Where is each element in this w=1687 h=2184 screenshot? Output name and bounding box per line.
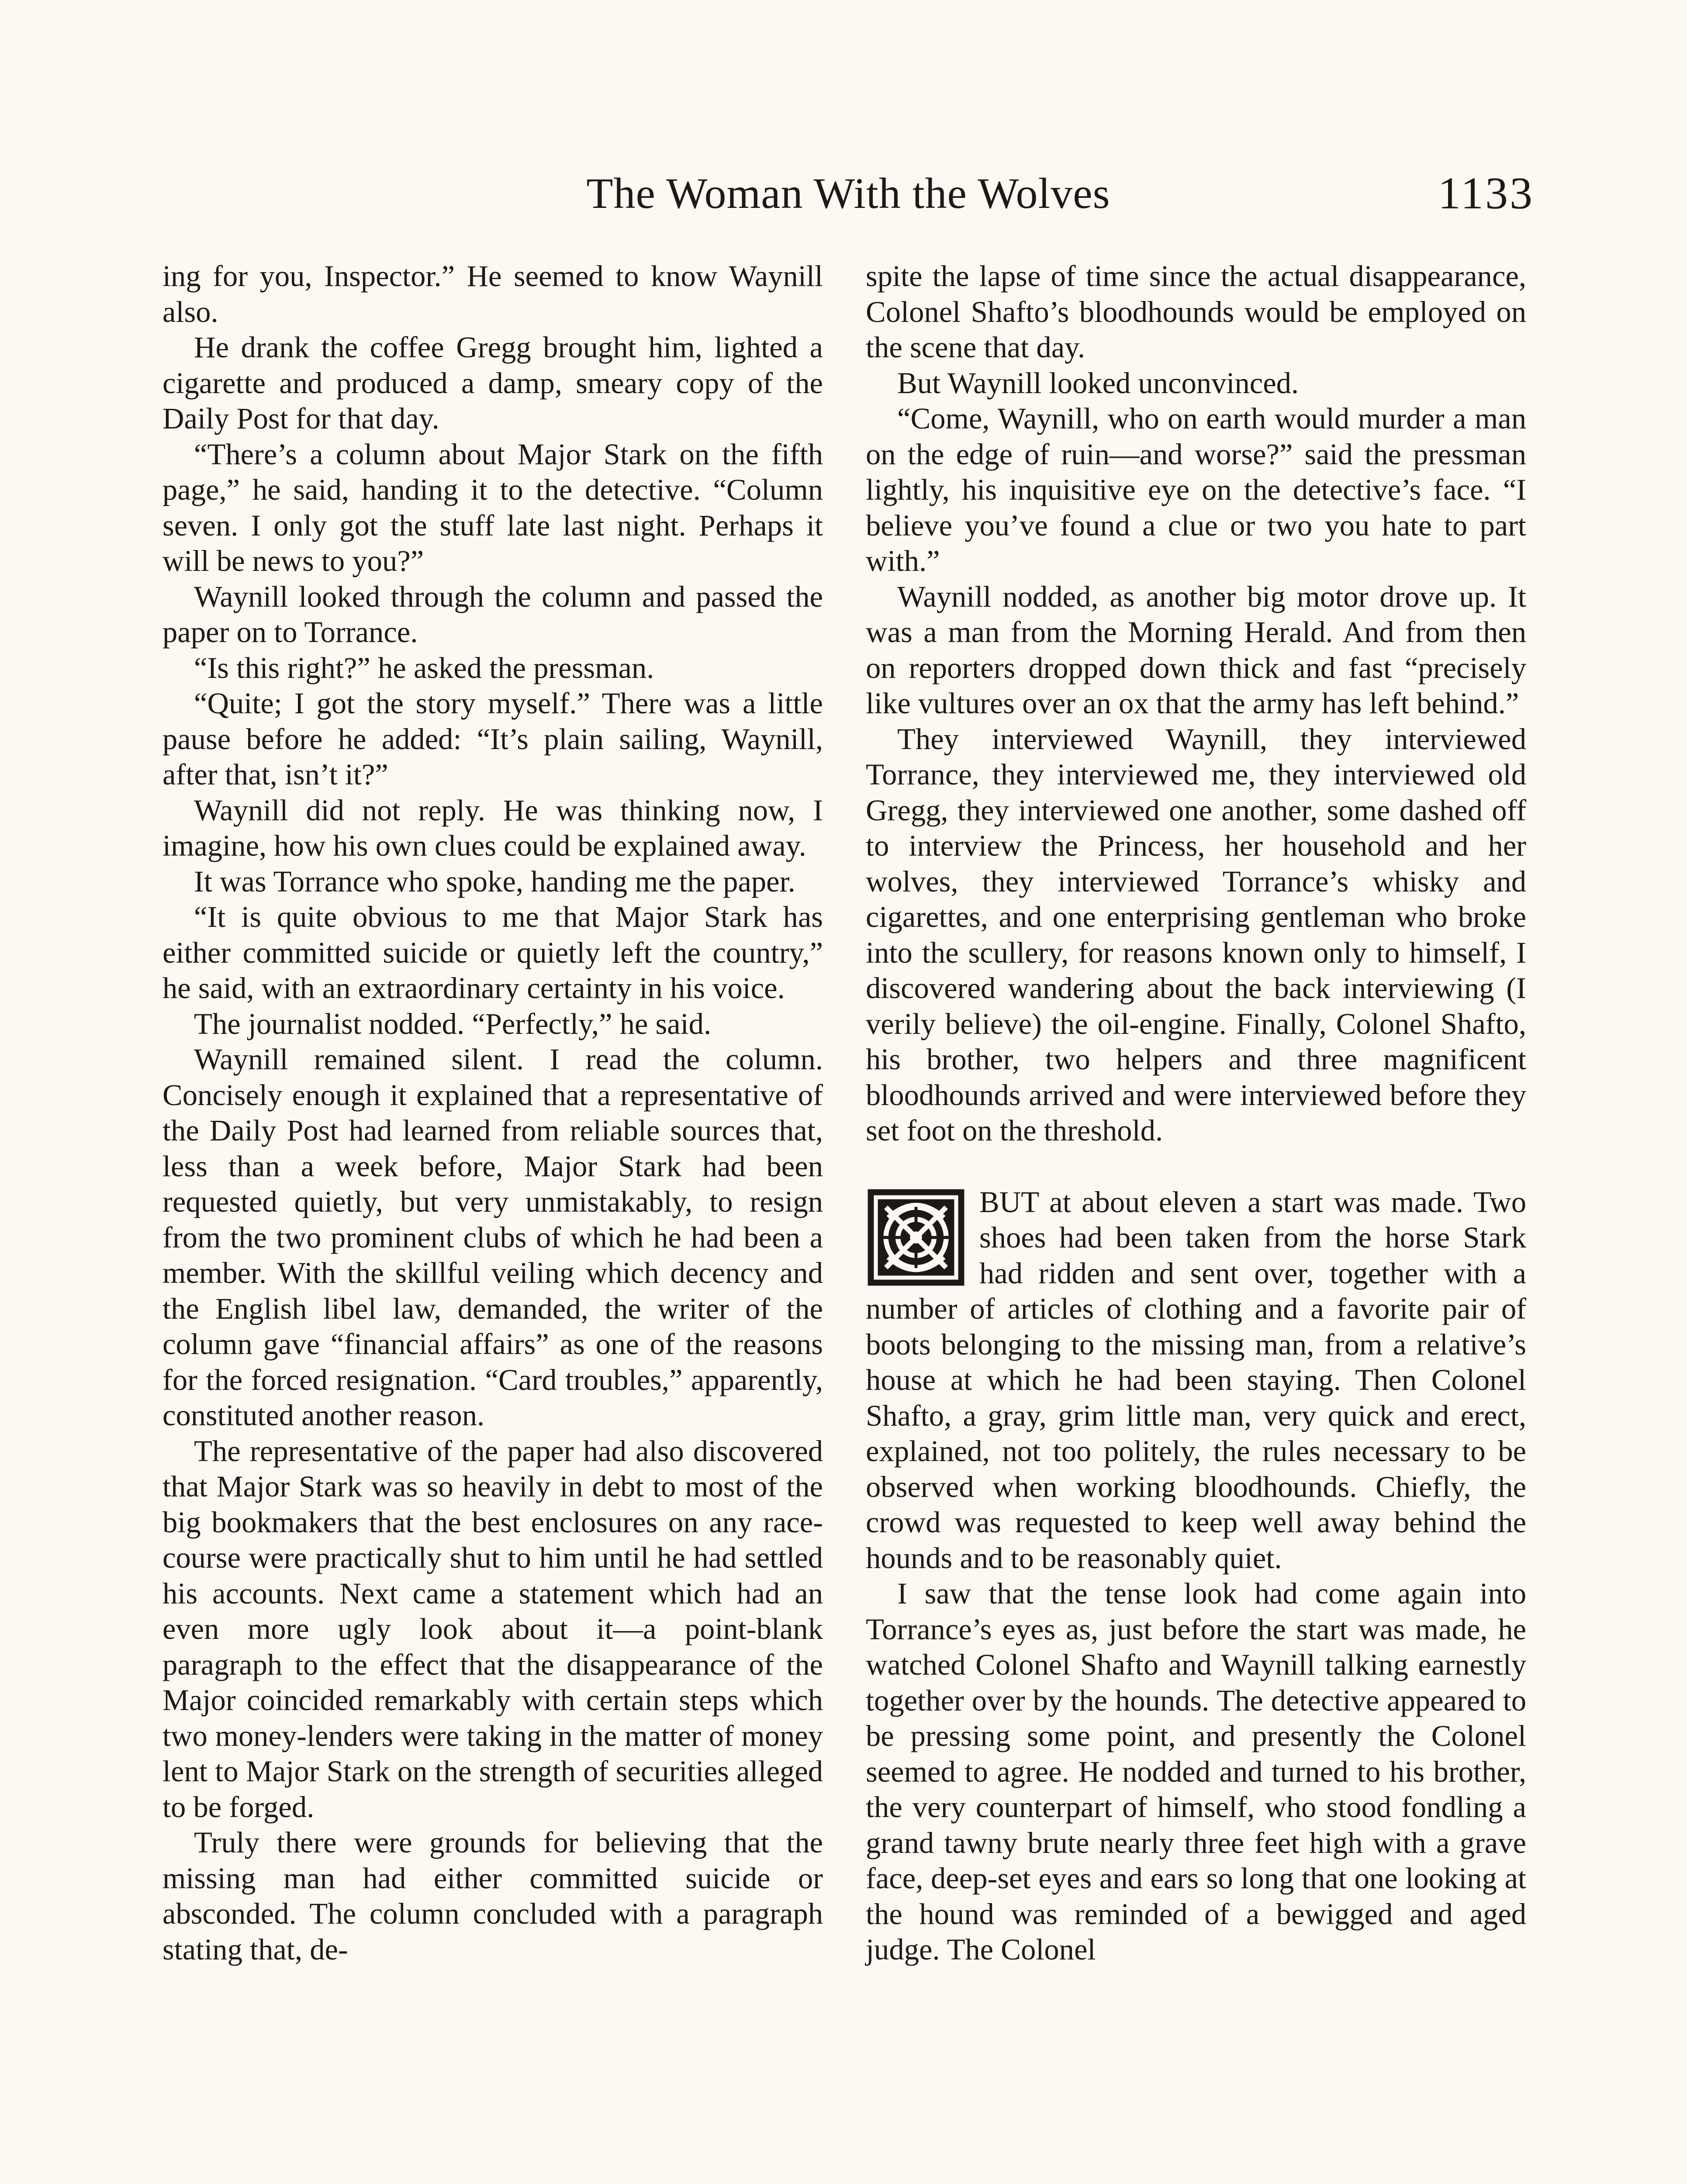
paragraph: I saw that the tense look had come again into Torrance’s eyes as, just before the start was made, he watched Colonel Shafto and Waynill talking earnestly together over by the hounds. The detective appeared to be pressing some point, and presently the Colonel seemed to agree. He nodded and turned to his brother, the very counterpart of himself, who stood fondling a grand tawny brute nearly three feet high with a grave face, deep-set eyes and ears so long that one looking at the hound was reminded of a bewigged and aged judge. The Colonel — [866, 1577, 1526, 1966]
paragraph: Waynill remained silent. I read the column. Concisely enough it explained that a representative of the Daily Post had learned from reliable sources that, less than a week before, Major Stark had been requested quietly, but very unmistakably, to resign from the two prominent clubs of which he had been a member. With the skillful veiling which decency and the English libel law, demanded, the writer of the column gave “financial affairs” as one of the reasons for the forced resignation. “Card troubles,” apparently, constituted another reason. — [162, 1043, 823, 1432]
paragraph: But Waynill looked unconvinced. — [897, 366, 1299, 400]
right-column — [866, 259, 1526, 1968]
paragraph: “There’s a column about Major Stark on the fifth page,” he said, handing it to the detective. “Column seven. I only got the stuff late last night. Perhaps it will be news to you?” — [162, 437, 823, 577]
paragraph: They interviewed Waynill, they interviewed Torrance, they interviewed me, they interviewed old Gregg, they interviewed one another, some dashed off to interview the Princess, her household and her wolves, they interviewed Torrance’s whisky and cigarettes, and one enterprising gentleman who broke into the scullery, for reasons known only to himself, I discovered wandering about the back interviewing (I verily believe) the oil-engine. Finally, Colonel Shafto, his brother, two helpers and three magnificent bloodhounds arrived and were interviewed before they set foot on the threshold. — [866, 722, 1526, 1147]
paragraph: The journalist nodded. “Perfectly,” he said. — [194, 1007, 712, 1040]
paragraph: “It is quite obvious to me that Major Stark has either committed suicide or quietly left the country,” he said, with an extraordinary certainty in his voice. — [162, 900, 823, 1005]
celtic-knot-ornament-icon — [866, 1187, 966, 1288]
page-number: 1133 — [1438, 168, 1534, 218]
paragraph: He drank the coffee Gregg brought him, lighted a cigarette and produced a damp, smeary copy of the Daily Post for that day. — [162, 331, 823, 435]
paragraph: It was Torrance who spoke, handing me the paper. — [194, 864, 795, 898]
paragraph: ing for you, Inspector.” He seemed to know Waynill also. — [162, 259, 823, 328]
page-header — [162, 169, 1534, 222]
paragraph: “Quite; I got the story myself.” There was a little pause before he added: “It’s plain sailing, Waynill, after that, isn’t it?” — [162, 687, 823, 791]
paragraph: Waynill looked through the column and passed the paper on to Torrance. — [162, 580, 823, 649]
paragraph: The representative of the paper had also discovered that Major Stark was so heavily in debt to most of the big bookmakers that the best enclosures on any race-course were practically shut to him until he had settled his accounts. Next came a statement which had an even more ugly look about it—a point-blank paragraph to the effect that the disappearance of the Major coincided remarkably with certain steps which two money-lenders were taking in the matter of money lent to Major Stark on the strength of securities alleged to be forged. — [162, 1434, 823, 1824]
paragraph: Truly there were grounds for believing that the missing man had either committed suicide or absconded. The column concluded with a paragraph stating that, de- — [162, 1826, 823, 1966]
paragraph: spite the lapse of time since the actual disappearance, Colonel Shafto’s bloodhounds would be employed on the scene that day. — [866, 259, 1526, 364]
left-column — [162, 259, 823, 1967]
running-title: The Woman With the Wolves — [586, 169, 1110, 218]
section-break — [866, 1149, 1526, 1185]
paragraph: BUT at about eleven a start was made. Two shoes had been taken from the horse Stark had ridden and sent over, together with a number of articles of clothing and a favorite pair of boots belonging to the missing man, from a relative’s house at which he had been staying. Then Colonel Shafto, a gray, grim little man, very quick and erect, explained, not too politely, the rules necessary to be observed when working bloodhounds. Chiefly, the crowd was requested to keep well away behind the hounds and to be reasonably quiet. — [866, 1185, 1526, 1575]
paragraph: Waynill nodded, as another big motor drove up. It was a man from the Morning Herald. And from then on reporters dropped down thick and fast “precisely like vultures over an ox that the army has left behind.” — [866, 580, 1526, 720]
paragraph: “Come, Waynill, who on earth would murder a man on the edge of ruin—and worse?” said the pressman lightly, his inquisitive eye on the detective’s face. “I believe you’ve found a clue or two you hate to part with.” — [866, 402, 1526, 577]
paragraph: Waynill did not reply. He was thinking now, I imagine, how his own clues could be explained away. — [162, 793, 823, 862]
paragraph: “Is this right?” he asked the pressman. — [194, 651, 654, 684]
